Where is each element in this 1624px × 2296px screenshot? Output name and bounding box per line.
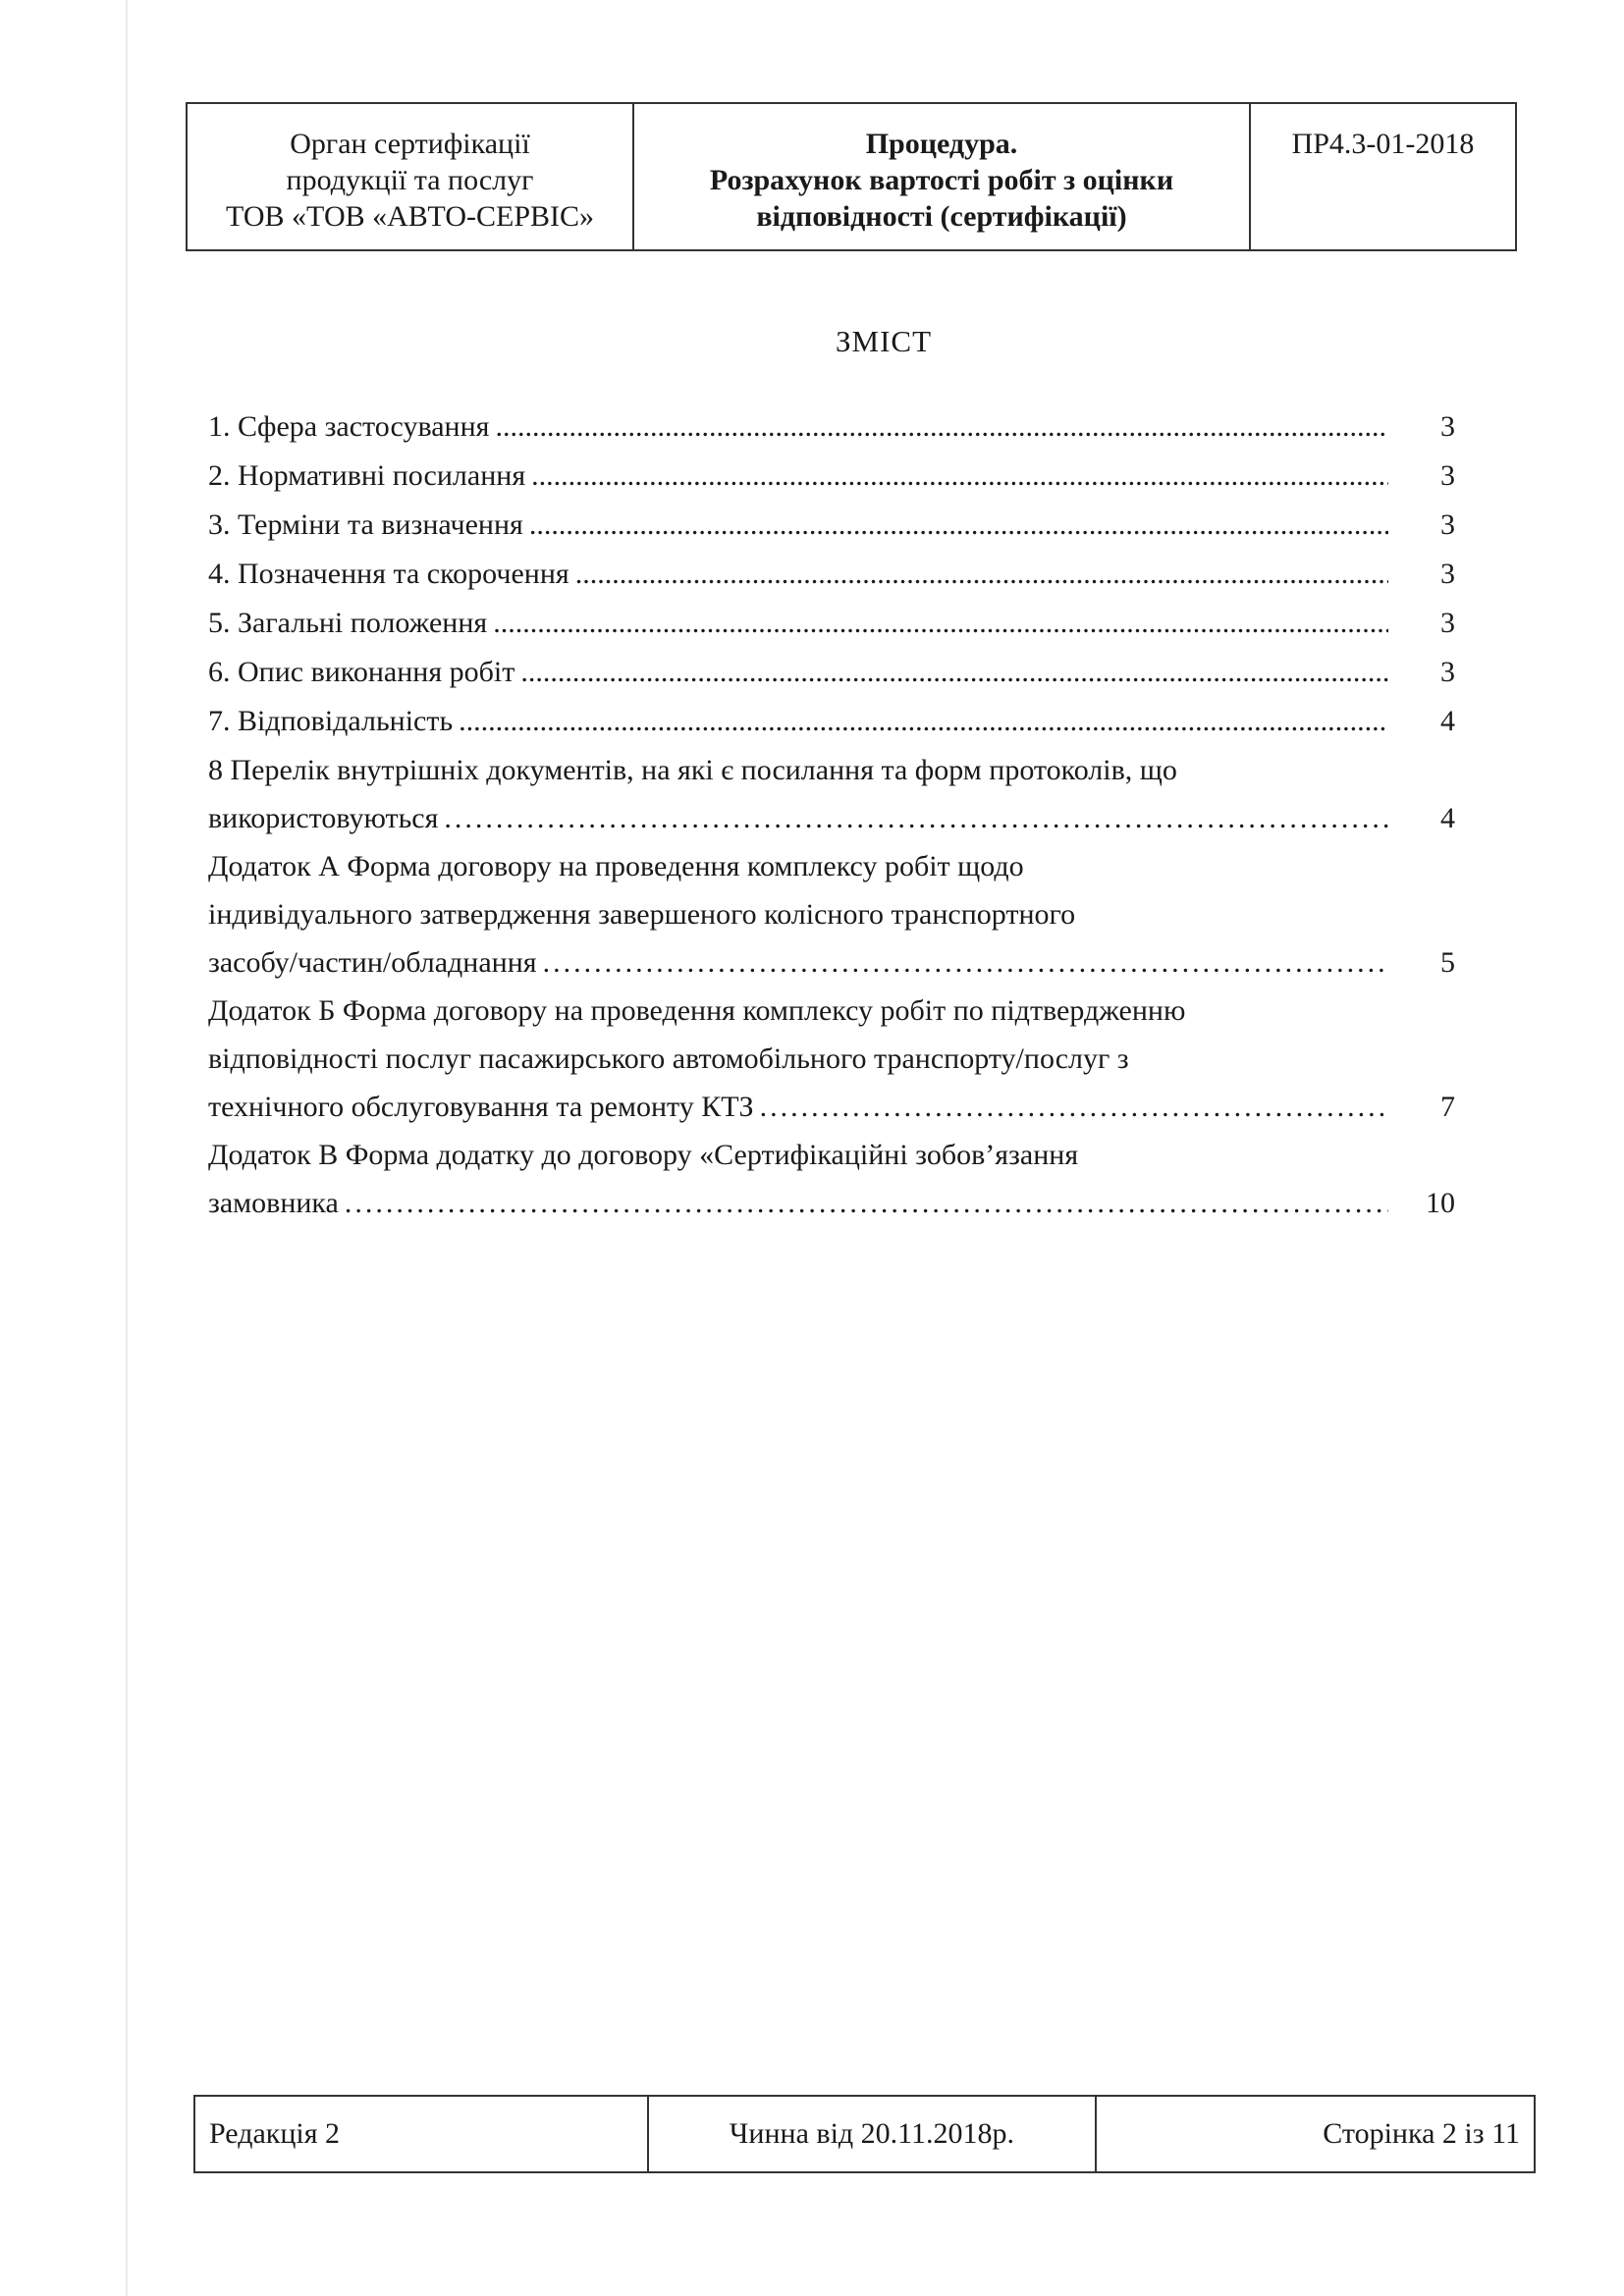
toc-entry [208, 1131, 1455, 1227]
toc-dot-leader [760, 1083, 1388, 1131]
toc-entry [208, 842, 1455, 987]
toc-entry [208, 501, 1455, 550]
toc-entry-text: 1. Сфера застосування [208, 410, 490, 443]
toc-entry [208, 599, 1455, 648]
toc-dot-leader [345, 1179, 1388, 1227]
organization-line: продукції та послуг [286, 164, 534, 196]
toc-entry-text: 6. Опис виконання робіт [208, 656, 515, 688]
organization-line: ТОВ «ТОВ «АВТО-СЕРВІС» [225, 200, 595, 233]
toc-entry-text: технічного обслуговування та ремонту КТЗ [208, 1091, 754, 1123]
toc-entry-text: 3. Терміни та визначення [208, 508, 523, 541]
toc-entry-text: відповідності послуг пасажирського автомобільного транспорту/послуг з [208, 1042, 1129, 1075]
footer-valid-from: Чинна від 20.11.2018р. [649, 2097, 1097, 2171]
toc-entry-text: 2. Нормативні посилання [208, 459, 526, 492]
toc-dot-leader [575, 550, 1388, 599]
toc-entry-text: 7. Відповідальність [208, 705, 454, 737]
toc-entry-text: Додаток В Форма додатку до договору «Сертифікаційні зобов’язання [208, 1139, 1079, 1171]
toc-dot-leader [493, 599, 1388, 648]
toc-entry [208, 746, 1455, 842]
toc-dot-leader [520, 648, 1388, 697]
toc-entry-text: Додаток А Форма договору на проведення комплексу робіт щодо [208, 850, 1024, 882]
toc-entry [208, 697, 1455, 746]
toc-entry-text: 4. Позначення та скорочення [208, 558, 569, 590]
organization-line: Орган сертифікації [290, 128, 530, 160]
toc-dot-leader [495, 402, 1388, 452]
toc-entry-text: засобу/частин/обладнання [208, 946, 537, 979]
toc-heading: ЗМІСТ [835, 324, 933, 358]
title-line: Процедура. [865, 128, 1018, 160]
toc-entry-text: замовника [208, 1187, 339, 1219]
toc-page-number: 3 [1440, 508, 1455, 541]
toc-entry-text: 5. Загальні положення [208, 607, 488, 639]
toc-page-number: 3 [1440, 459, 1455, 492]
title-line: відповідності (сертифікації) [756, 200, 1127, 233]
header-code [1251, 104, 1515, 249]
toc-dot-leader [543, 938, 1388, 987]
toc-dot-leader [444, 794, 1388, 842]
header-table [186, 102, 1517, 251]
toc-entry [208, 987, 1455, 1131]
footer-table [193, 2095, 1536, 2173]
document-code: ПР4.3-01-2018 [1291, 128, 1475, 160]
toc-entry-text: індивідуального затвердження завершеного колісного транспортного [208, 898, 1076, 931]
toc-page-number: 4 [1440, 802, 1455, 834]
toc-page-number: 4 [1440, 705, 1455, 737]
footer-edition: Редакція 2 [195, 2097, 649, 2171]
title-line: Розрахунок вартості робіт з оцінки [709, 164, 1174, 196]
toc-entry-text: використовуються [208, 802, 439, 834]
toc-page-number: 5 [1440, 946, 1455, 979]
toc-page-number: 3 [1440, 410, 1455, 443]
toc-entry [208, 452, 1455, 501]
header-title [634, 104, 1251, 249]
toc-page-number: 10 [1426, 1187, 1455, 1219]
toc-entry [208, 550, 1455, 599]
toc-entry [208, 402, 1455, 452]
toc-entry-text: Додаток Б Форма договору на проведення комплексу робіт по підтвердженню [208, 994, 1186, 1027]
toc-dot-leader [531, 452, 1388, 501]
footer-page-number: Сторінка 2 із 11 [1323, 2117, 1520, 2150]
table-of-contents [208, 402, 1455, 1227]
toc-page-number: 3 [1440, 656, 1455, 688]
toc-entry [208, 648, 1455, 697]
toc-page-number: 7 [1440, 1091, 1455, 1123]
header-organization [188, 104, 634, 249]
toc-dot-leader [529, 501, 1388, 550]
toc-dot-leader [459, 697, 1388, 746]
toc-page-number: 3 [1440, 607, 1455, 639]
toc-page-number: 3 [1440, 558, 1455, 590]
toc-entry-text: 8 Перелік внутрішніх документів, на які є посилання та форм протоколів, що [208, 754, 1177, 786]
